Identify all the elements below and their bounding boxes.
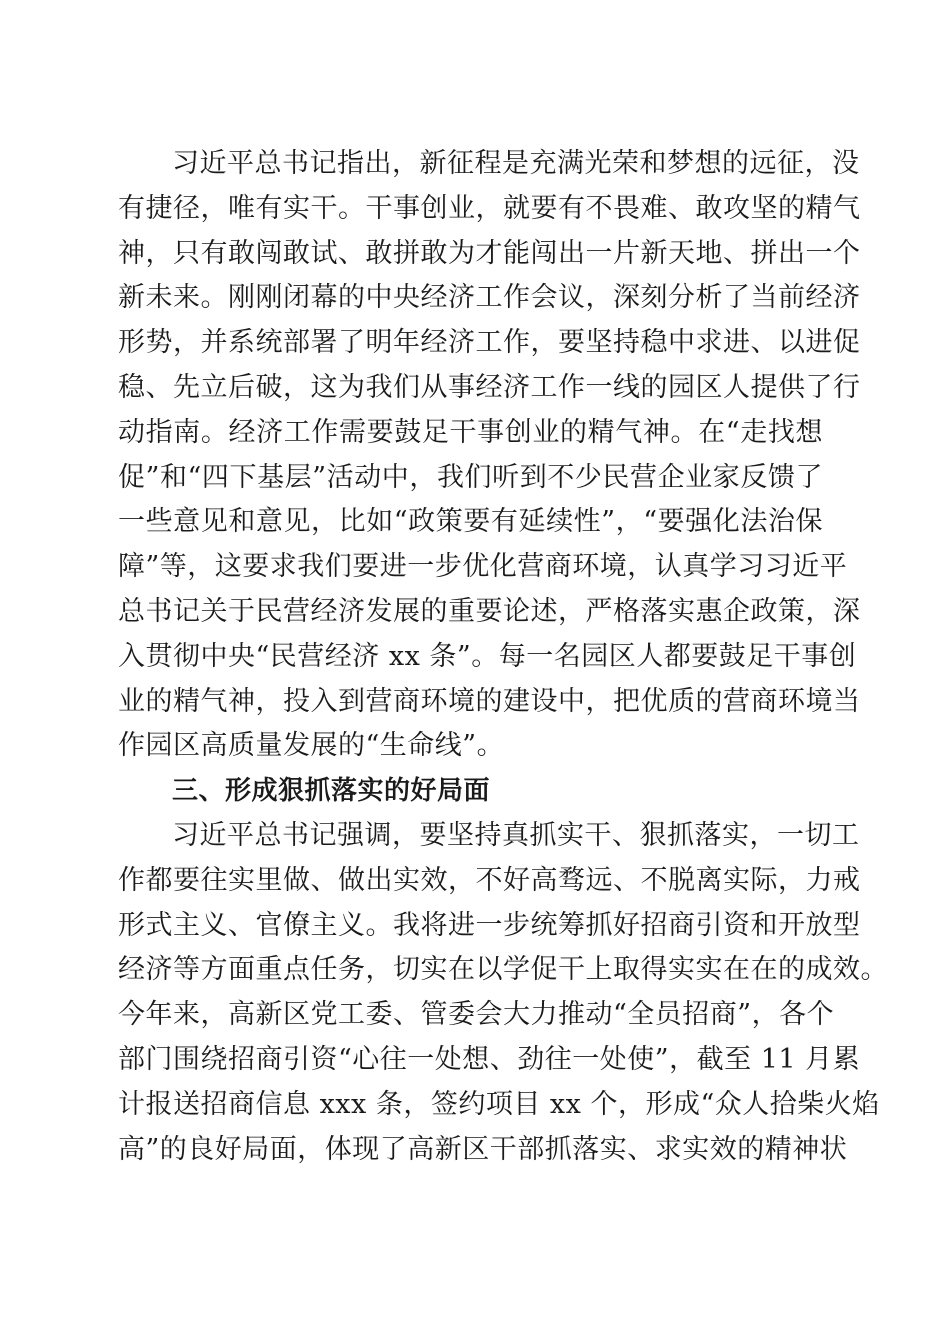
text-line: 经济等方面重点任务，切实在以学促干上取得实实在在的成效。 — [118, 954, 888, 986]
text-line: 高”的良好局面，体现了高新区干部抓落实、求实效的精神状 — [118, 1133, 848, 1165]
text-line: 形式主义、官僚主义。我将进一步统筹抓好招商引资和开放型 — [118, 909, 861, 941]
text-line: 作都要往实里做、做出实效，不好高骛远、不脱离实际，力戒 — [118, 864, 861, 896]
text-line: 作园区高质量发展的“生命线”。 — [118, 730, 505, 762]
text-line: 障”等，这要求我们要进一步优化营商环境，认真学习习近平 — [118, 551, 848, 583]
text-line: 新未来。刚刚闭幕的中央经济工作会议，深刻分析了当前经济 — [118, 282, 861, 314]
text-line: 一些意见和意见，比如“政策要有延续性”，“要强化法治保 — [118, 506, 823, 538]
text-line: 稳、先立后破，这为我们从事经济工作一线的园区人提供了行 — [118, 371, 861, 403]
text-line: 入贯彻中央“民营经济 xx 条”。每一名园区人都要鼓足干事创 — [118, 640, 857, 672]
text-line: 习近平总书记指出，新征程是充满光荣和梦想的远征，没 — [172, 148, 860, 179]
document-body — [118, 142, 888, 1172]
text-line: 今年来，高新区党工委、管委会大力推动“全员招商”，各个 — [118, 999, 835, 1031]
text-line: 习近平总书记强调，要坚持真抓实干、狠抓落实，一切工 — [172, 819, 860, 851]
section-heading: 三、形成狠抓落实的好局面 — [172, 776, 491, 807]
text-line: 部门围绕招商引资“心往一处想、劲往一处使”，截至 11 月累 — [118, 1043, 861, 1075]
text-line: 神，只有敢闯敢试、敢拼敢为才能闯出一片新天地、拼出一个 — [118, 237, 861, 269]
text-line: 形势，并系统部署了明年经济工作，要坚持稳中求进、以进促 — [118, 327, 861, 359]
text-line: 总书记关于民营经济发展的重要论述，严格落实惠企政策，深 — [118, 595, 861, 627]
text-line: 促”和“四下基层”活动中，我们听到不少民营企业家反馈了 — [118, 461, 823, 493]
text-line: 动指南。经济工作需要鼓足干事创业的精气神。在“走找想 — [118, 416, 823, 448]
paragraph — [118, 142, 861, 769]
text-line: 有捷径，唯有实干。干事创业，就要有不畏难、敢攻坚的精气 — [118, 192, 861, 224]
text-line: 业的精气神，投入到营商环境的建设中，把优质的营商环境当 — [118, 685, 861, 717]
paragraph — [118, 814, 888, 1172]
text-line: 计报送招商信息 xxx 条，签约项目 xx 个，形成“众人拾柴火焰 — [118, 1088, 880, 1120]
